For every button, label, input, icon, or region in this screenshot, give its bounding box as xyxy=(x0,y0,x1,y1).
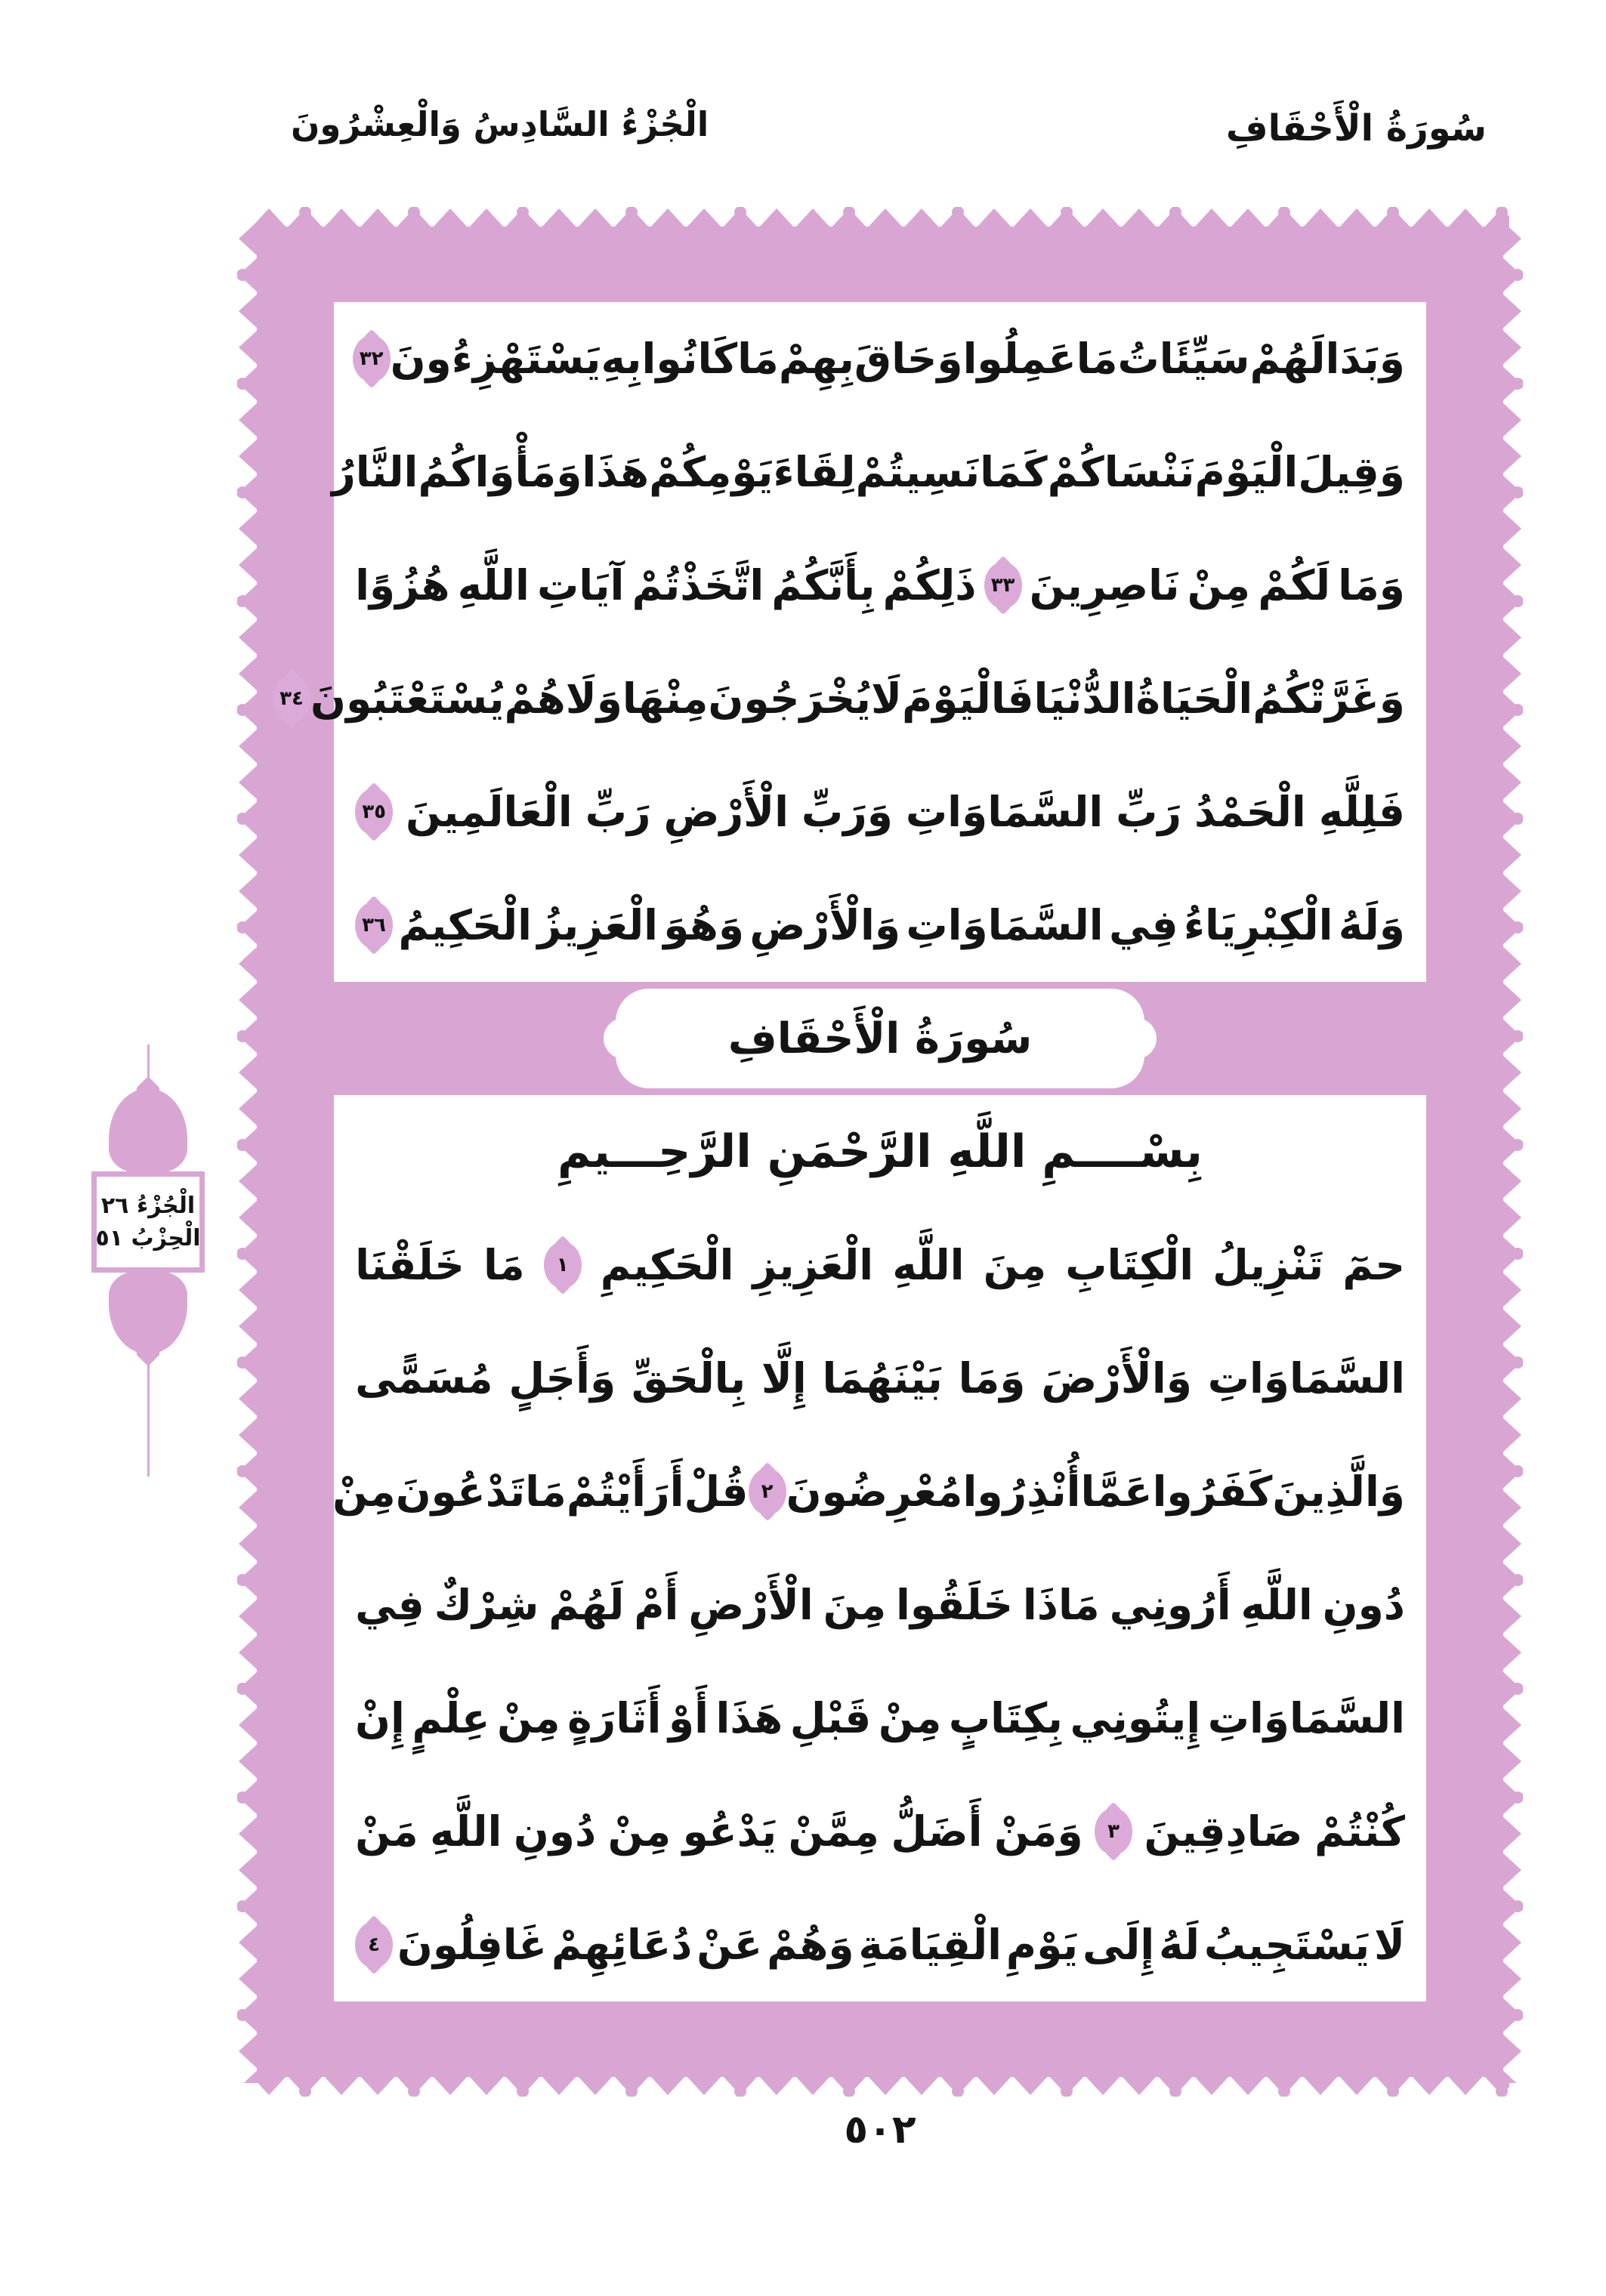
word: بِهِمْ xyxy=(778,335,854,383)
word: اتَّخَذْتُمْ xyxy=(632,561,764,609)
bismillah: بِسْــــمِ اللَّهِ الرَّحْمَنِ الرَّحِـــيمِ xyxy=(557,1125,1203,1178)
word: يَسْتَجِيبُ xyxy=(1203,1921,1370,1969)
word: إِلَّا xyxy=(761,1354,807,1403)
word: لَا xyxy=(870,674,902,723)
word: نَنْسَاكُمْ xyxy=(1047,448,1195,496)
word: عِلْمٍ xyxy=(412,1694,490,1742)
word: قَبْلِ xyxy=(789,1694,872,1742)
ayah-line xyxy=(334,1888,1426,2001)
word: مَا xyxy=(1076,335,1118,383)
juz-hizb-box xyxy=(91,1171,205,1273)
verse-number-marker: ٤ xyxy=(355,1921,393,1968)
dome-ornament-bottom-icon xyxy=(109,1271,187,1354)
word: وَلَهُ xyxy=(1338,901,1405,949)
word: تَنْزِيلُ xyxy=(1212,1241,1324,1289)
word: يَسْتَهْزِءُونَ xyxy=(390,335,601,383)
word: الْأَرْضِ xyxy=(688,1581,814,1629)
word: ذَلِكُمْ xyxy=(882,561,977,609)
word: مِنْ xyxy=(1187,561,1251,609)
word: بِأَنَّكُمُ xyxy=(771,561,876,609)
word: وَالَّذِينَ xyxy=(1272,1467,1405,1516)
word: الْحَيَاةُ xyxy=(1135,674,1253,723)
verse-number-marker: ٣٦ xyxy=(355,902,393,949)
word: كَانُوا xyxy=(641,335,738,383)
word: إِنْ xyxy=(355,1694,405,1742)
word: هُزُوًا xyxy=(355,561,450,609)
word: أَوْ xyxy=(668,1694,709,1742)
word: عَمَّا xyxy=(1080,1467,1153,1516)
word: وَهُوَ xyxy=(663,901,745,949)
ayah-line xyxy=(334,302,1426,415)
word: وَمَا xyxy=(1338,561,1405,609)
word: وَقِيلَ xyxy=(1298,448,1405,496)
surah-title-band xyxy=(334,982,1426,1095)
frame-zigzag-left-edge xyxy=(237,221,258,2083)
word: وَمَنْ xyxy=(993,1807,1083,1856)
word: الْكِتَابِ xyxy=(1065,1241,1194,1289)
ayah-line xyxy=(334,1548,1426,1662)
word: كَمَا xyxy=(980,448,1048,496)
verse-number-marker: ٣٣ xyxy=(984,562,1022,609)
word: الْأَرْضِ xyxy=(663,788,789,836)
word: كَفَرُوا xyxy=(1152,1467,1273,1516)
word: الْكِبْرِيَاءُ xyxy=(1183,901,1333,949)
verse-number-marker: ٣٥ xyxy=(355,788,393,835)
word: شِرْكٌ xyxy=(434,1581,539,1629)
ayah-line xyxy=(334,1322,1426,1435)
juz-number-label: الْجُزْءُ ٢٦ xyxy=(100,1193,196,1219)
word: فَلِلَّهِ xyxy=(1318,788,1405,836)
word: مِنَ xyxy=(983,1241,1047,1289)
word: مَنْ xyxy=(355,1807,418,1856)
word: غَافِلُونَ xyxy=(397,1921,548,1969)
word: اللَّهِ xyxy=(457,561,530,609)
word: إِلَى xyxy=(1083,1921,1155,1969)
word: الْقِيَامَةِ xyxy=(858,1921,1002,1969)
word: هَذَا xyxy=(582,448,650,496)
word: فَالْيَوْمَ xyxy=(901,674,1034,723)
word: وَمَأْوَاكُمُ xyxy=(418,448,582,496)
word: مُعْرِضُونَ xyxy=(786,1467,963,1516)
word: مِنْ xyxy=(497,1694,561,1742)
word: فِي xyxy=(355,1581,425,1629)
word: حمٓ xyxy=(1342,1241,1405,1289)
word: وَالْأَرْضَ xyxy=(1041,1354,1192,1403)
word: سَيِّئَاتُ xyxy=(1117,335,1250,383)
word: هَذَا xyxy=(715,1694,783,1742)
ayah-line xyxy=(280,642,1426,755)
verse-number-marker: ٣ xyxy=(1095,1808,1132,1855)
ayah-line xyxy=(334,1208,1426,1322)
frame-zigzag-bottom-edge xyxy=(251,2075,1509,2097)
word: مِنْ xyxy=(878,1694,942,1742)
word: رَبِّ xyxy=(1116,788,1182,836)
word: الْعَالَمِينَ xyxy=(406,788,573,836)
word: الْحَمْدُ xyxy=(1194,788,1306,836)
word: هُمْ xyxy=(504,674,566,723)
word: نَاصِرِينَ xyxy=(1029,561,1180,609)
word: عَمِلُوا xyxy=(962,335,1076,383)
word: أُنْذِرُوا xyxy=(962,1467,1081,1516)
word: الْحَكِيمِ xyxy=(600,1241,734,1289)
word: كُنْتُمْ xyxy=(1314,1807,1405,1856)
word: بَيْنَهُمَا xyxy=(822,1354,943,1403)
word: الْيَوْمَ xyxy=(1194,448,1299,496)
word: دُونِ xyxy=(513,1807,597,1856)
word: مِنْ xyxy=(607,1807,672,1856)
word: قُلْ xyxy=(684,1467,749,1516)
word: لِقَاءَ xyxy=(773,448,856,496)
verse-number-marker: ٢ xyxy=(749,1468,786,1515)
dome-ornament-top-icon xyxy=(109,1088,187,1173)
word: لَهُمْ xyxy=(548,1581,625,1629)
word: اللَّهِ xyxy=(892,1241,965,1289)
word: يَوْمِكُمْ xyxy=(649,448,774,496)
word: وَأَجَلٍ xyxy=(508,1354,616,1403)
word: مِنَ xyxy=(823,1581,887,1629)
frame-zigzag-top-edge xyxy=(251,207,1509,228)
word: السَّمَاوَاتِ xyxy=(1207,1694,1405,1742)
decorative-frame xyxy=(257,227,1503,2077)
word: لَهُ xyxy=(1159,1921,1200,1969)
surah-running-head: سُورَةُ الْأَحْقَافِ xyxy=(1225,107,1487,150)
word: وَهُمْ xyxy=(767,1921,854,1969)
word: أَرَأَيْتُمْ xyxy=(566,1467,684,1516)
word: لَا xyxy=(1374,1921,1405,1969)
word: أَضَلُّ xyxy=(891,1807,983,1856)
word: وَرَبِّ xyxy=(801,788,893,836)
ayah-line xyxy=(334,1662,1426,1775)
word: بِكِتَابٍ xyxy=(948,1694,1063,1742)
word: السَّمَاوَاتِ xyxy=(905,788,1104,836)
word: دُونِ xyxy=(1322,1581,1405,1629)
word: أَرُونِي xyxy=(1109,1581,1231,1629)
ayah-line xyxy=(334,755,1426,869)
verse-number-marker: ١ xyxy=(544,1242,582,1288)
word: يَدْعُو xyxy=(682,1807,777,1856)
word: خَلَقُوا xyxy=(896,1581,1014,1629)
word: السَّمَاوَاتِ xyxy=(906,901,1104,949)
frame-zigzag-right-edge xyxy=(1502,221,1523,2083)
ayah-line xyxy=(334,869,1426,982)
word: مَا xyxy=(483,1241,525,1289)
word: آيَاتِ xyxy=(536,561,625,609)
ayah-line xyxy=(334,529,1426,642)
word: النَّارُ xyxy=(332,448,418,496)
word: خَلَقْنَا xyxy=(355,1241,465,1289)
word: الدُّنْيَا xyxy=(1033,674,1136,723)
word: وَبَدَا xyxy=(1325,335,1405,383)
word: إِيتُونِي xyxy=(1070,1694,1201,1742)
word: أَمْ xyxy=(634,1581,679,1629)
word: مَا xyxy=(525,1467,567,1516)
word: نَسِيتُمْ xyxy=(855,448,981,496)
surah-title: سُورَةُ الْأَحْقَافِ xyxy=(727,1014,1033,1063)
page-number: ٥٠٢ xyxy=(844,2107,916,2152)
word: أَثَارَةٍ xyxy=(567,1694,662,1742)
word: اللَّهِ xyxy=(430,1807,502,1856)
word: رَبِّ xyxy=(585,788,651,836)
word: يُسْتَعْتَبُونَ xyxy=(310,674,505,723)
word: الْعَزِيزِ xyxy=(752,1241,874,1289)
word: اللَّهِ xyxy=(1240,1581,1313,1629)
word: تَدْعُونَ xyxy=(395,1467,526,1516)
word: مَا xyxy=(737,335,779,383)
word: صَادِقِينَ xyxy=(1144,1807,1303,1856)
word: يُخْرَجُونَ xyxy=(708,674,871,723)
juz-running-head: الْجُزْءُ السَّادِسُ وَالْعِشْرُونَ xyxy=(291,104,709,144)
hizb-number-label: الْحِزْبُ ٥١ xyxy=(95,1225,201,1251)
word: عَنْ xyxy=(696,1921,763,1969)
word: وَحَاقَ xyxy=(854,335,963,383)
word: وَالْأَرْضِ xyxy=(749,901,901,949)
word: مِمَّنْ xyxy=(788,1807,879,1856)
verse-number-marker: ٣٢ xyxy=(353,335,391,382)
word: لَكُمْ xyxy=(1258,561,1330,609)
ayah-line xyxy=(334,415,1426,529)
word: الْعَزِيزُ xyxy=(537,901,658,949)
word: مُسَمًّى xyxy=(355,1354,493,1403)
verse-number-marker: ٣٤ xyxy=(273,675,310,722)
word: مِنْ xyxy=(332,1467,396,1516)
ayah-line xyxy=(334,1775,1426,1888)
word: وَغَرَّتْكُمُ xyxy=(1252,674,1405,723)
word: دُعَائِهِمْ xyxy=(551,1921,693,1969)
word: لَهُمْ xyxy=(1249,335,1326,383)
word: بِهِ xyxy=(601,335,642,383)
word: السَّمَاوَاتِ xyxy=(1207,1354,1405,1403)
juz-hizb-marker xyxy=(91,1045,205,1477)
word: فِي xyxy=(1108,901,1178,949)
word: وَلَا xyxy=(565,674,622,723)
word: يَوْمِ xyxy=(1005,1921,1079,1969)
surah-title-cartouche xyxy=(616,989,1144,1088)
word: بِالْحَقِّ xyxy=(631,1354,746,1403)
ayah-lines-bottom xyxy=(334,1208,1426,2001)
ayah-lines-top xyxy=(280,302,1426,982)
word: مِنْهَا xyxy=(622,674,709,723)
word: وَمَا xyxy=(958,1354,1026,1403)
word: مَاذَا xyxy=(1022,1581,1100,1629)
quran-text-panel xyxy=(280,302,1426,2001)
word: الْحَكِيمُ xyxy=(398,901,533,949)
ayah-line xyxy=(334,1435,1426,1548)
